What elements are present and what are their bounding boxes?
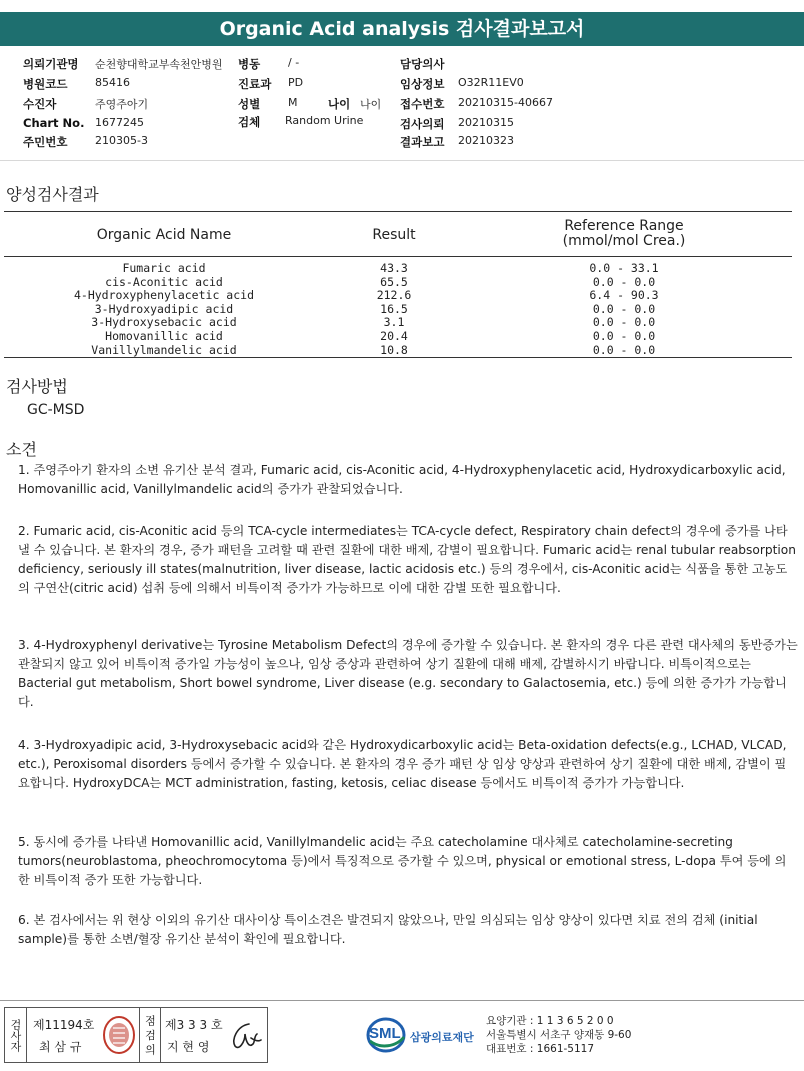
- dept-label: 진료과: [238, 77, 272, 91]
- age-value: 나이: [360, 98, 382, 111]
- chart-label: Chart No.: [23, 116, 85, 130]
- result-value: 20.4: [380, 329, 408, 343]
- finding-paragraph-3: 3. 4-Hydroxyphenyl derivative는 Tyrosine Metabolism Defect의 경우에 증가할 수 있습니다. 본 환자의 경우 다른 관련 대사체의 동반증가는 관찰되지 않고 있어 비특이적 증가일 가능성이 높으나, 임상 증상과 관련하여 상기 질환에 대해 배제, 감별하시기 바랍니다. 비특이적으로는 Bacterial gut metabolism, Short bowel syndrome, Liver disease (e.g. secondary to Galactosemia, etc.) 등에 의한 증가가 가능합니다.: [18, 638, 798, 709]
- hospital-code-label: 병원코드: [23, 77, 68, 91]
- result-value: 16.5: [380, 301, 408, 316]
- col-header-reference: [524, 219, 724, 249]
- table-row: [4, 303, 792, 317]
- lab-contact-info: [486, 1014, 631, 1056]
- lab-phone: 대표번호 : 1661-5117: [486, 1043, 595, 1055]
- table-row: [4, 316, 792, 330]
- hospital-code-value: 85416: [95, 76, 130, 89]
- reviewer-name: 지 현 영: [167, 1040, 210, 1054]
- method-value: GC-MSD: [27, 402, 85, 418]
- request-label: 검사의뢰: [400, 117, 445, 131]
- col-header-result: Result: [372, 227, 416, 243]
- clinical-value: O32R11EV0: [458, 76, 524, 89]
- footer-divider: [0, 1000, 804, 1001]
- table-row: [4, 330, 792, 344]
- result-value: 3.1: [383, 315, 405, 330]
- organic-acid-name: Vanillylmandelic acid: [91, 342, 237, 357]
- table-row: [4, 262, 792, 276]
- finding-paragraph-6: 6. 본 검사에서는 위 현상 이외의 유기산 대사이상 특이소견은 발견되지 않았으나, 만일 의심되는 임상 양상이 있다면 치료 전의 검체 (initial sample)를 통한 소변/혈장 유기산 분석이 확인에 필요합니다.: [18, 913, 758, 946]
- finding-paragraph-2: 2. Fumaric acid, cis-Aconitic acid 등의 TCA-cycle intermediates는 TCA-cycle defect, Respiratory chain defect의 경우에 증가를 나타낼 수 있습니다. 본 환자의 경우, 증가 패턴을 고려할 때 관련 질환에 대한 배제, 감별이 필요합니다. Fumaric acid는 renal tubular reabsorption deficiency, seriously ill states(malnutrition, liver disease, lactic acidosis etc.) 등의 경우에서, cis-Aconitic acid는 식품을 통한 고농도의 구연산(citric acid) 섭취 등에 의해서 비특이적 증가가 가능하므로 이에 대한 감별 또한 필요합니다.: [18, 524, 796, 595]
- specimen-label: 검체: [238, 115, 261, 129]
- sml-logo: [366, 1015, 476, 1055]
- institution-label: 의뢰기관명: [23, 57, 79, 71]
- ward-label: 병동: [238, 57, 261, 71]
- col-header-reference-line2: (mmol/mol Crea.): [562, 233, 686, 249]
- organic-acid-name: 4-Hydroxyphenylacetic acid: [73, 288, 254, 303]
- reference-range: 0.0 - 0.0: [592, 342, 656, 357]
- report-date-value: 20210323: [458, 134, 514, 147]
- table-row: [4, 276, 792, 290]
- ward-value: / -: [288, 56, 300, 69]
- specimen-value: Random Urine: [285, 114, 364, 127]
- tester-license-no: 제11194호: [33, 1018, 95, 1032]
- table-top-rule: [4, 211, 792, 212]
- result-value: 43.3: [380, 261, 408, 275]
- organic-acid-name: 3-Hydroxysebacic acid: [91, 315, 237, 330]
- patient-label: 수진자: [23, 97, 57, 111]
- reference-range: 6.4 - 90.3: [589, 288, 659, 303]
- finding-paragraph-5: 5. 동시에 증가를 나타낸 Homovanillic acid, Vanillylmandelic acid는 주요 catecholamine 대사체로 catecholamine-secreting tumors(neuroblastoma, pheochromocytoma 등)에서 특징적으로 증가할 수 있으며, physical or emotional stress, L-dopa 투여 등에 의한 비특이적 증가 또한 가능합니다.: [18, 835, 787, 887]
- result-value: 65.5: [380, 274, 408, 289]
- result-value: 10.8: [380, 342, 408, 357]
- reference-range: 0.0 - 33.1: [589, 261, 659, 275]
- chart-value: 1677245: [95, 116, 144, 129]
- receipt-value: 20210315-40667: [458, 96, 553, 109]
- reference-range: 0.0 - 0.0: [592, 329, 656, 343]
- table-row: [4, 289, 792, 303]
- col-header-reference-line1: Reference Range: [564, 218, 684, 234]
- reviewer-label: 점 검 의: [139, 1008, 161, 1062]
- dept-value: PD: [288, 76, 304, 89]
- care-institution-code: 요양기관 : 1 1 3 6 5 2 0 0: [486, 1015, 614, 1027]
- tester-label: 검사자: [5, 1008, 27, 1062]
- organic-acid-name: 3-Hydroxyadipic acid: [94, 301, 234, 316]
- rrn-value: 210305-3: [95, 134, 148, 147]
- reviewer-license-no: 제3 3 3 호: [165, 1018, 223, 1032]
- signature-box: [4, 1007, 268, 1063]
- signature-icon: [227, 1018, 263, 1054]
- lab-address: 서울특별시 서초구 양재동 9-60: [486, 1029, 632, 1041]
- report-date-label: 결과보고: [400, 135, 445, 149]
- table-row: [4, 344, 792, 358]
- finding-paragraph-1: 1. 주영주아기 환자의 소변 유기산 분석 결과, Fumaric acid, cis-Aconitic acid, 4-Hydroxyphenylacetic acid, Hydroxydicarboxylic acid, Homovanillic acid, Vanillylmandelic acid의 증가가 관찰되었습니다.: [18, 463, 786, 496]
- organic-acid-name: cis-Aconitic acid: [105, 274, 223, 289]
- results-section-title: 양성검사결과: [6, 185, 99, 204]
- age-label: 나이: [328, 97, 351, 111]
- patient-value: 주영주아기: [95, 98, 149, 111]
- sml-logo-text: SML: [369, 1025, 401, 1042]
- organic-acid-name: Homovanillic acid: [105, 329, 223, 343]
- tester-name: 최 삼 규: [39, 1040, 82, 1054]
- sex-value: M: [288, 96, 298, 109]
- result-value: 212.6: [376, 288, 412, 303]
- clinical-label: 임상정보: [400, 77, 445, 91]
- sml-foundation-name: 삼광의료재단: [410, 1031, 474, 1044]
- finding-paragraph-4: 4. 3-Hydroxyadipic acid, 3-Hydroxysebacic acid와 같은 Hydroxydicarboxylic acid는 Beta-oxidation defects(e.g., LCHAD, VLCAD, etc.), Peroxisomal disorders 등에서 증가할 수 있습니다. 본 환자의 경우 증가 패턴 상 임상 양상과 관련하여 상기 질환에 대한 배제, 감별이 필요합니다. HydroxyDCA는 MCT administration, fasting, ketosis, celiac disease 등에서도 비특이적 증가가 가능합니다.: [18, 738, 787, 790]
- sex-label: 성별: [238, 97, 261, 111]
- table-header-rule: [4, 256, 792, 257]
- reference-range: 0.0 - 0.0: [592, 274, 656, 289]
- request-value: 20210315: [458, 116, 514, 129]
- patient-info-block: [0, 56, 804, 160]
- organic-acid-name: Fumaric acid: [122, 261, 206, 275]
- rrn-label: 주민번호: [23, 135, 68, 149]
- receipt-label: 접수번호: [400, 97, 445, 111]
- institution-value: 순천향대학교부속천안병원: [95, 58, 223, 71]
- table-bottom-rule: [4, 357, 792, 358]
- col-header-name: Organic Acid Name: [96, 227, 232, 243]
- report-title: Organic Acid analysis 검사결과보고서: [0, 12, 804, 46]
- doctor-label: 담당의사: [400, 57, 445, 71]
- seal-stamp-icon: [101, 1014, 137, 1056]
- info-divider: [0, 160, 804, 161]
- reference-range: 0.0 - 0.0: [592, 315, 656, 330]
- method-section-title: 검사방법: [6, 377, 68, 396]
- reference-range: 0.0 - 0.0: [592, 301, 656, 316]
- findings-section-title: 소견: [6, 440, 37, 459]
